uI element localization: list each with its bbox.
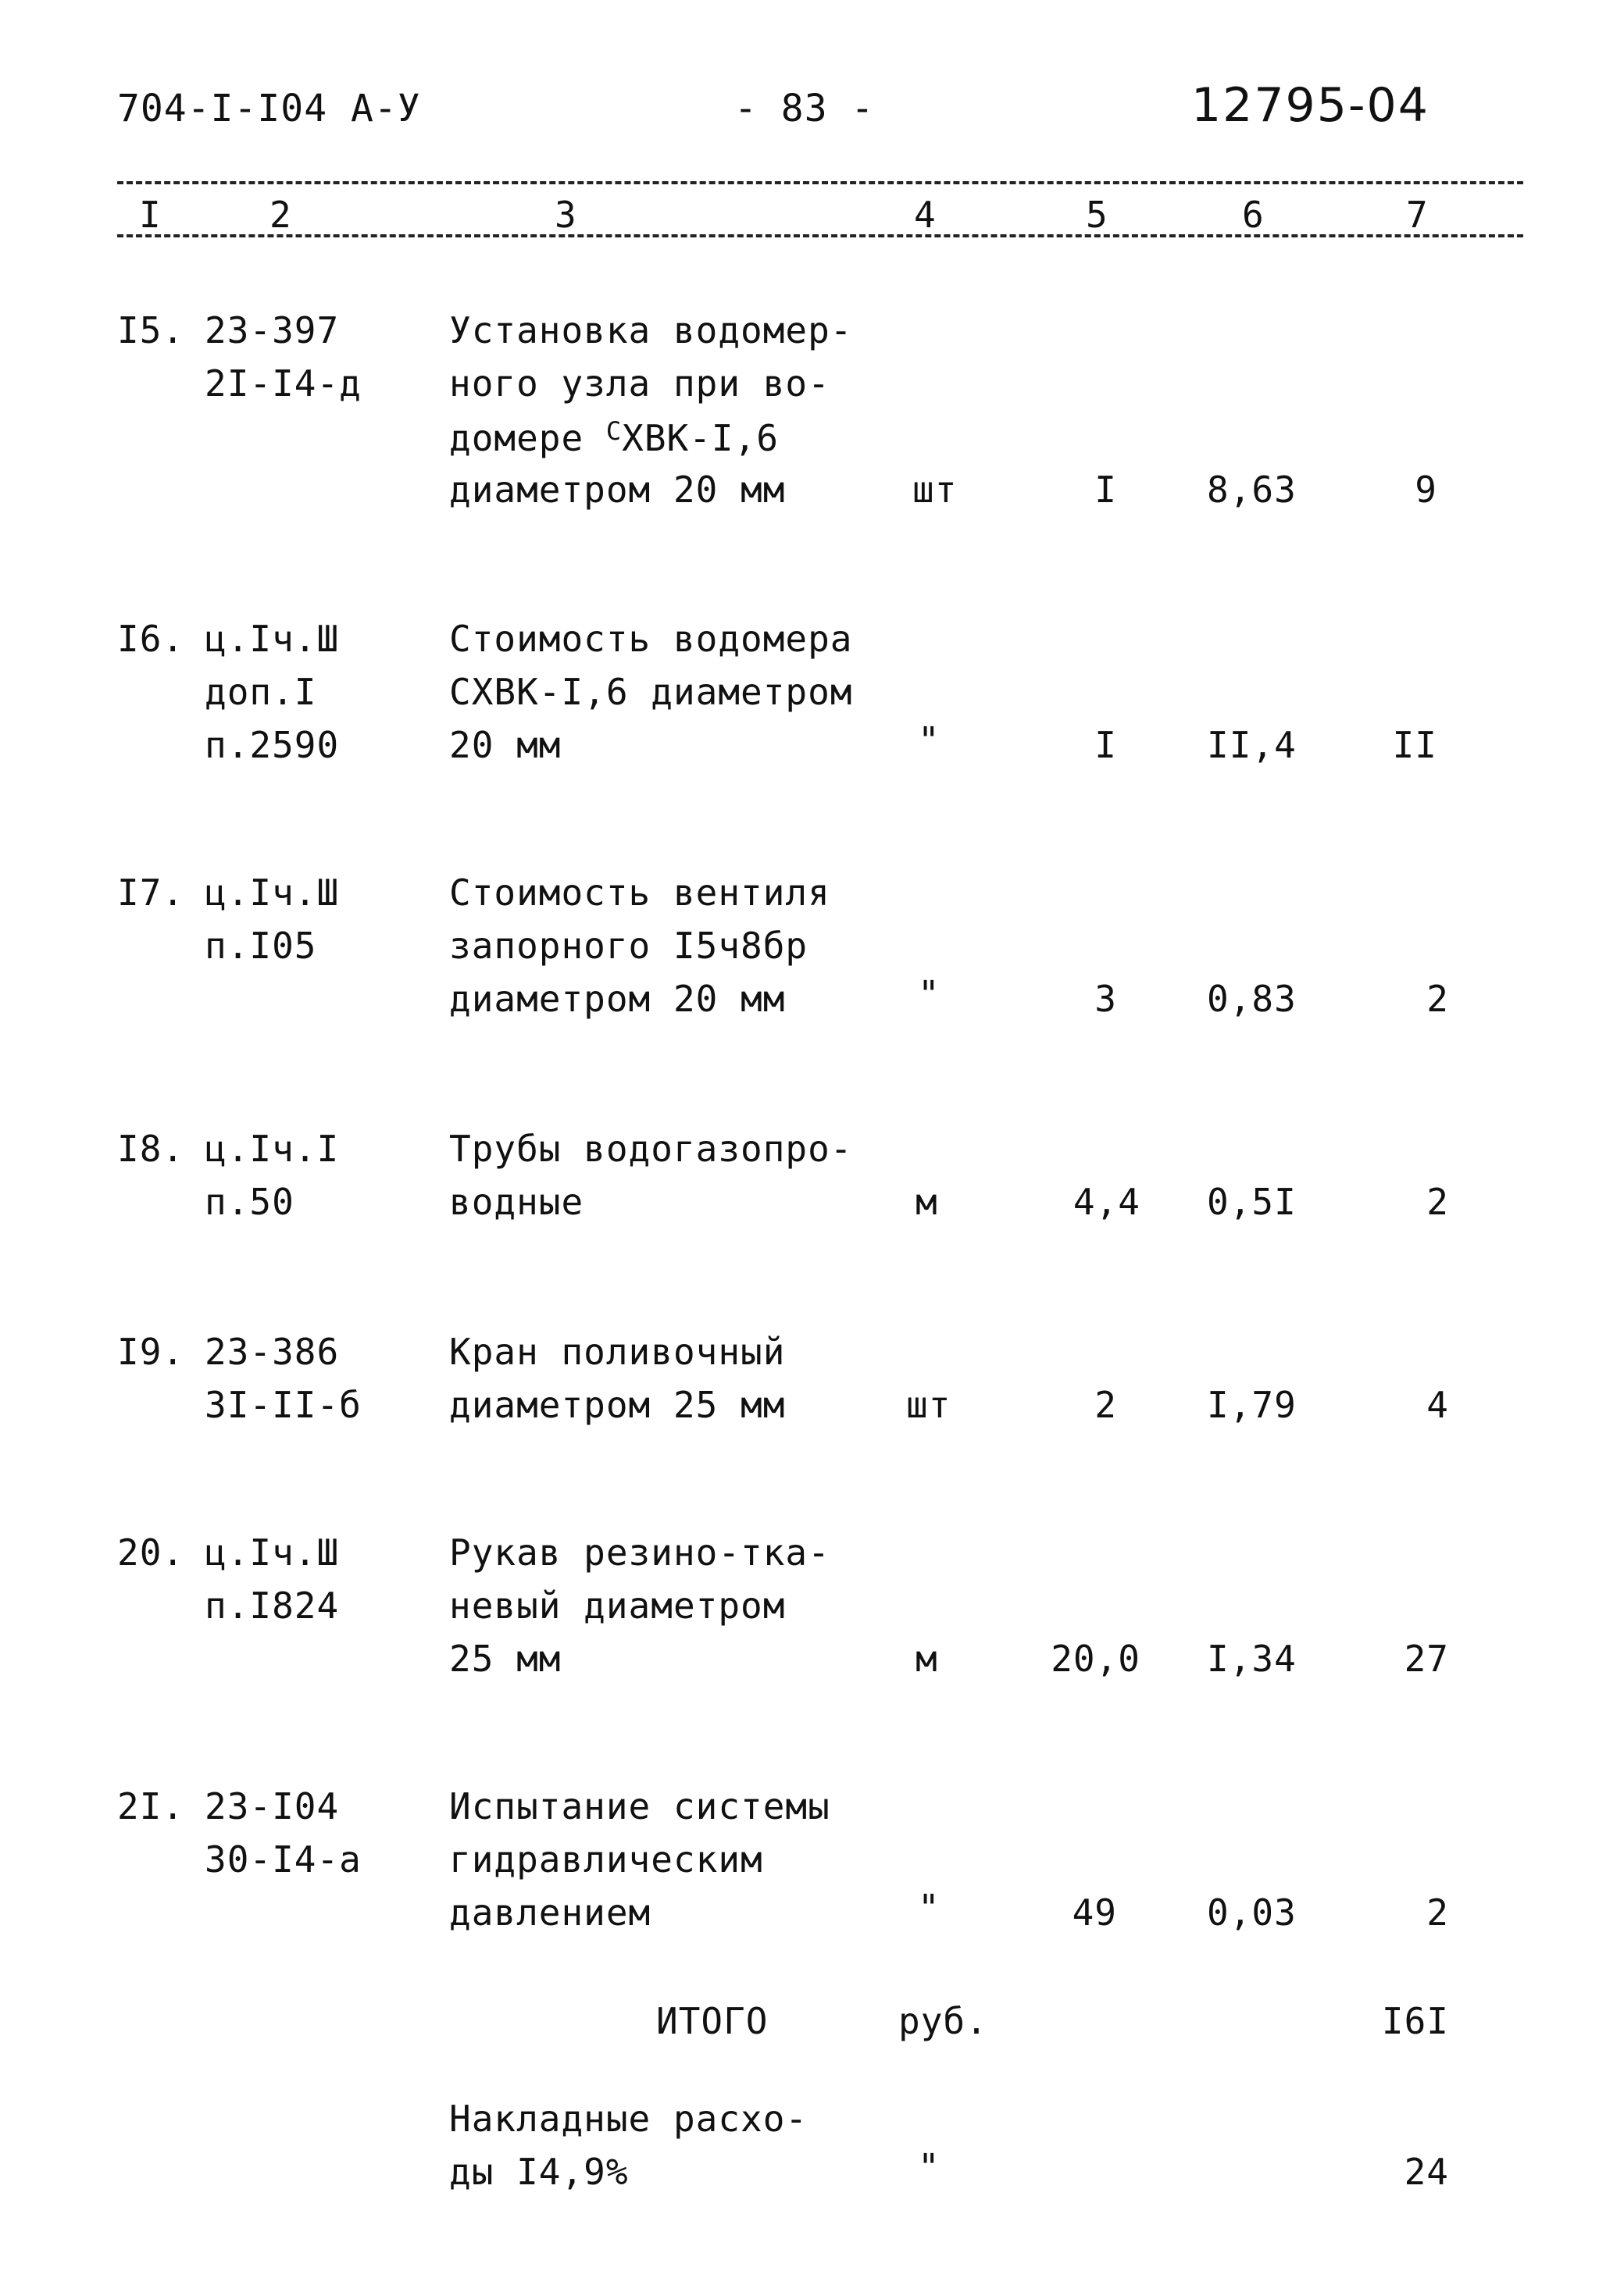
row-description: водные xyxy=(449,1181,584,1223)
row-description: диаметром 20 мм xyxy=(449,978,786,1020)
row-quantity: 20,0 xyxy=(1051,1638,1140,1680)
row-unit: м xyxy=(916,1181,938,1223)
row-code: п.I824 xyxy=(205,1585,340,1627)
row-code: п.2590 xyxy=(205,724,340,766)
row-unit-price: I,34 xyxy=(1207,1638,1297,1680)
total-unit: руб. xyxy=(898,2000,988,2042)
row-code: 23-397 xyxy=(205,309,340,351)
row-code: 2I-I4-д xyxy=(205,362,362,405)
row-description: Рукав резино-тка- xyxy=(449,1531,830,1574)
row-description xyxy=(449,416,780,459)
row-unit-price: II,4 xyxy=(1207,724,1297,766)
row-code: п.I05 xyxy=(205,925,317,967)
row-number: 2I. xyxy=(117,1785,185,1827)
row-quantity: 4,4 xyxy=(1073,1181,1140,1223)
row-code: ц.Iч.I xyxy=(205,1128,340,1170)
row-description: диаметром 25 мм xyxy=(449,1384,786,1426)
column-number-6: 6 xyxy=(1242,194,1264,236)
row-description: ного узла при во- xyxy=(449,362,830,405)
row-unit-price: 0,83 xyxy=(1207,978,1297,1020)
column-number-3: 3 xyxy=(555,194,576,236)
row-unit: шт xyxy=(906,1384,951,1426)
header-rule-bottom xyxy=(117,234,1523,237)
column-number-4: 4 xyxy=(914,194,936,236)
row-description: невый диаметром xyxy=(449,1585,786,1627)
row-description: Стоимость вентиля xyxy=(449,872,830,914)
row-quantity: I xyxy=(1094,724,1117,766)
row-description: 20 мм xyxy=(449,724,562,766)
row-description: Кран поливочный xyxy=(449,1331,786,1373)
row-total: 4 xyxy=(1426,1384,1449,1426)
row-number: I5. xyxy=(117,309,185,351)
row-total: II xyxy=(1392,724,1437,766)
row-description: 25 мм xyxy=(449,1638,562,1680)
total-label: ИТОГО xyxy=(656,2000,769,2042)
row-unit-price: 0,5I xyxy=(1207,1181,1297,1223)
row-description: давлением xyxy=(449,1891,651,1934)
row-description: Стоимость водомера xyxy=(449,618,853,660)
row-description-superscript: С xyxy=(605,416,623,446)
row-quantity: 2 xyxy=(1094,1384,1117,1426)
row-total: 2 xyxy=(1426,1891,1449,1934)
row-description-text: ХВК-I,6 xyxy=(622,417,780,459)
row-number: I8. xyxy=(117,1128,185,1170)
row-description: Испытание системы xyxy=(449,1785,830,1827)
overhead-description: ды I4,9% xyxy=(449,2151,629,2193)
row-number: I7. xyxy=(117,872,185,914)
sheet-id: 12795-04 xyxy=(1191,78,1429,133)
row-unit: " xyxy=(918,1887,940,1929)
header-rule-top xyxy=(117,181,1523,184)
overhead-unit: " xyxy=(918,2146,940,2188)
row-code: 3I-II-б xyxy=(205,1384,362,1426)
overhead-amount: 24 xyxy=(1404,2151,1449,2193)
column-number-7: 7 xyxy=(1406,194,1428,236)
row-total: 27 xyxy=(1404,1638,1449,1680)
row-description: СХВК-I,6 диаметром xyxy=(449,671,853,713)
row-unit-price: I,79 xyxy=(1207,1384,1297,1426)
row-unit: " xyxy=(918,719,940,761)
row-unit: " xyxy=(918,973,940,1015)
row-number: 20. xyxy=(117,1531,185,1574)
row-total: 2 xyxy=(1426,978,1449,1020)
row-code: 30-I4-а xyxy=(205,1838,362,1881)
row-quantity: I xyxy=(1094,469,1117,511)
row-code: ц.Iч.Ш xyxy=(205,1531,340,1574)
row-description: запорного I5ч8бр xyxy=(449,925,808,967)
row-unit-price: 0,03 xyxy=(1207,1891,1297,1934)
row-code: доп.I xyxy=(205,671,317,713)
page-number: - 83 - xyxy=(734,87,875,130)
column-number-1: I xyxy=(139,194,161,236)
row-code: п.50 xyxy=(205,1181,294,1223)
row-quantity: 49 xyxy=(1072,1891,1117,1934)
row-code: 23-386 xyxy=(205,1331,340,1373)
column-number-2: 2 xyxy=(269,194,291,236)
row-quantity: 3 xyxy=(1094,978,1117,1020)
row-total: 9 xyxy=(1415,469,1437,511)
row-number: I6. xyxy=(117,618,185,660)
total-amount: I6I xyxy=(1381,2000,1449,2042)
row-description: гидравлическим xyxy=(449,1838,763,1881)
row-unit-price: 8,63 xyxy=(1207,469,1297,511)
row-description: диаметром 20 мм xyxy=(449,469,786,511)
row-code: ц.Iч.Ш xyxy=(205,872,340,914)
row-description-text: домере xyxy=(449,417,606,459)
row-description: Трубы водогазопро- xyxy=(449,1128,853,1170)
overhead-description: Накладные расхо- xyxy=(449,2098,808,2140)
column-number-5: 5 xyxy=(1086,194,1108,236)
document-code: 704-I-I04 А-У xyxy=(117,87,421,130)
row-description: Установка водомер- xyxy=(449,309,853,351)
row-code: 23-I04 xyxy=(205,1785,340,1827)
row-unit: шт xyxy=(912,469,958,511)
row-code: ц.Iч.Ш xyxy=(205,618,340,660)
row-total: 2 xyxy=(1426,1181,1449,1223)
row-number: I9. xyxy=(117,1331,185,1373)
row-unit: м xyxy=(916,1638,938,1680)
